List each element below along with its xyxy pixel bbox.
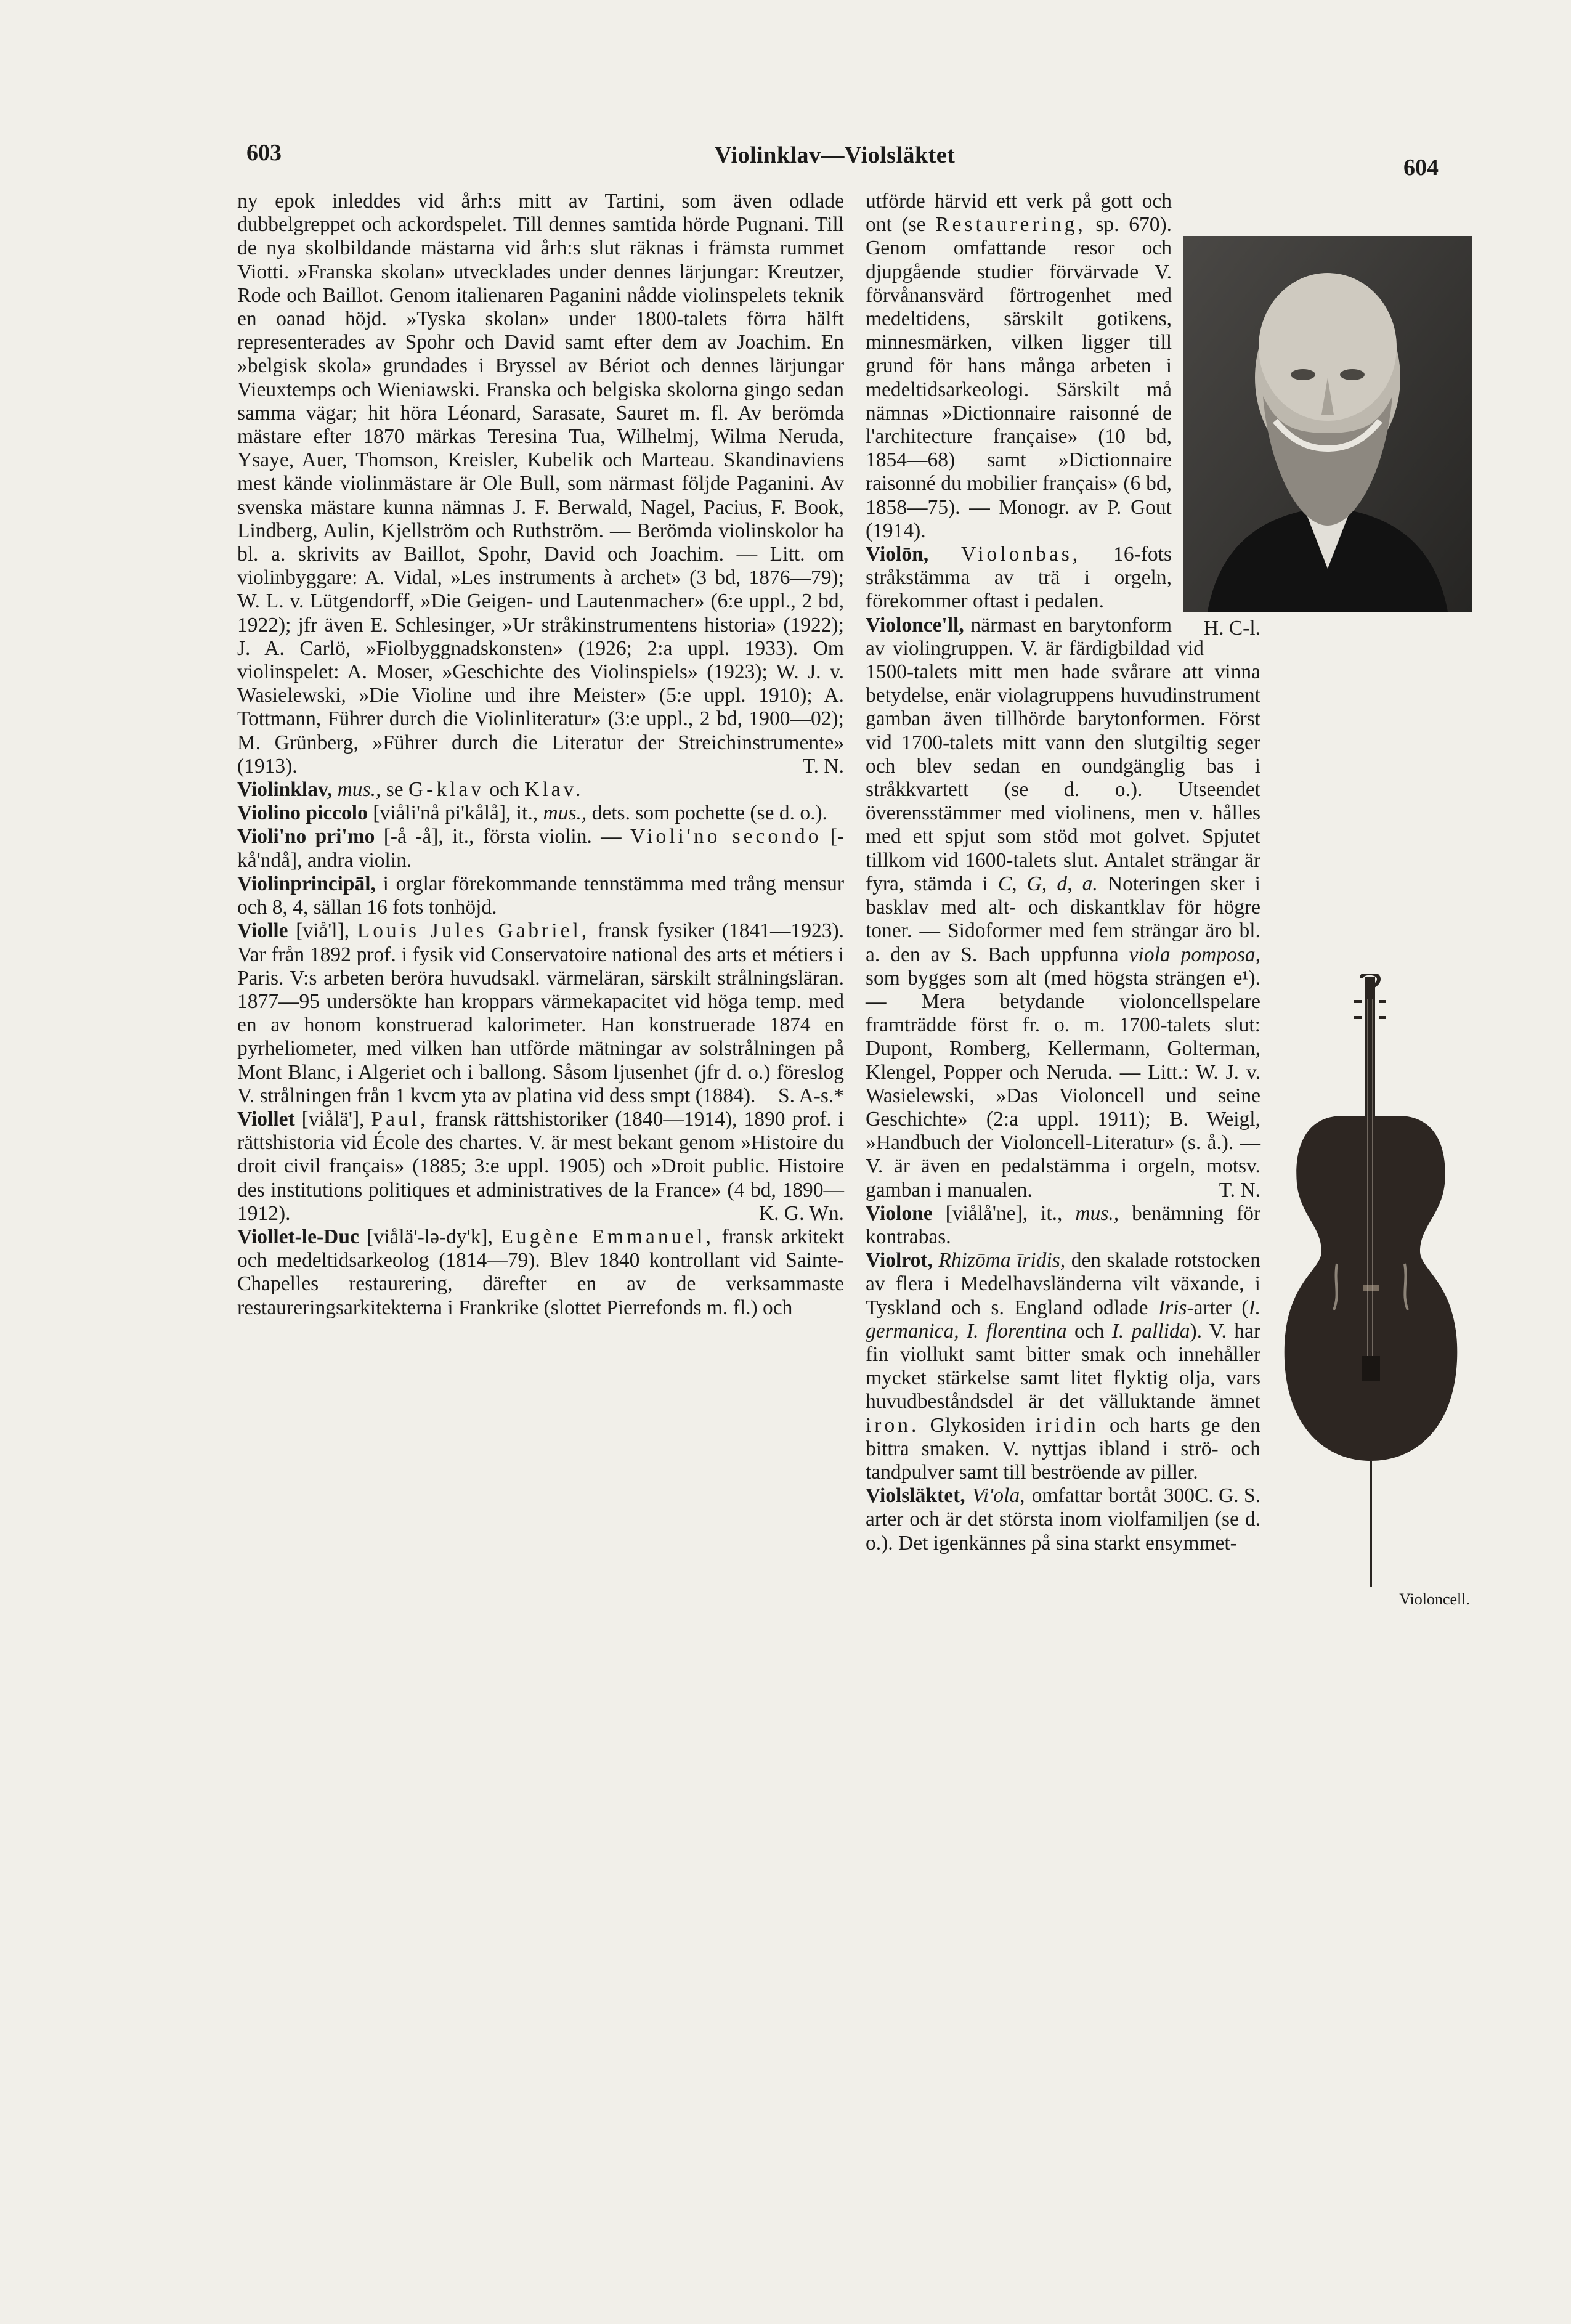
latin-name: Vi'ola, xyxy=(972,1484,1025,1508)
pronunciation: [viålå'ne], it., xyxy=(945,1201,1063,1225)
latin-name: Rhizōma īridis, xyxy=(938,1249,1066,1272)
headword: Violōn, xyxy=(866,543,929,566)
abbreviation: mus., xyxy=(337,778,381,802)
species-names: I. germanica, I. florentina xyxy=(866,1296,1261,1343)
entry-text: och harts ge den bittra smaken. V. nyttjas ibland i strö- och tandpulver samt till beströende av piller. xyxy=(866,1413,1260,1484)
entry-text: -arter ( xyxy=(1187,1296,1249,1319)
portrait-image xyxy=(1183,236,1472,612)
cello-image xyxy=(1269,974,1472,1590)
entry-violinprincipal xyxy=(237,872,844,919)
pronunciation: [viålä'], xyxy=(301,1107,365,1131)
entry-text: utförde härvid ett verk på gott och ont (se xyxy=(866,190,1172,237)
pronunciation: [viålä'-lə-dy'k], xyxy=(367,1225,493,1248)
signature: C. G. S. xyxy=(1194,1484,1260,1508)
cross-reference: G-klav xyxy=(408,778,485,802)
entry-text: omfattar bortåt 300 arter och är det största inom violfamiljen (se d. o.). Det igenkännes på sina starkt ensymmet- xyxy=(866,1484,1260,1554)
portrait-photo xyxy=(1183,236,1472,612)
entry-text: sp. 670). Genom omfattande resor och djupgående studier förvärvade V. förvånansvärd förtrogenhet med medeltidens, särskilt gotikens, minnesmärken, vilken ligger till grund för hans många arbeten i medeltidsarkeologi. Särskilt må nämnas »Dictionnaire raisonné de l'architecture française» (10 bd, 1854—68) samt »Dictionnaire raisonné du mobilier français» (6 bd, 1858—75). — Monogr. av P. Gout (1914). xyxy=(866,213,1172,542)
entry-text: i orglar förekommande tennstämma med trång mensur och 8, 4, sällan 16 fots tonhöjd. xyxy=(237,872,844,919)
violin-history-paragraph xyxy=(237,190,844,778)
headword: Violinprincipāl, xyxy=(237,872,376,895)
person-name: Louis Jules Gabriel, xyxy=(357,919,590,943)
abbreviation: mus., xyxy=(1075,1201,1119,1225)
entry-text: som bygges som alt (med högsta strängen e¹). — Mera betydande violoncellspelare framträdde först fr. o. m. 1700-talets slut: Dupont, Romberg, Kellermann, Golterman, Klengel, Popper och Neruda. — Litt.: W. J. v. Wasielewski, »Das Violoncell und seine Geschichte» (2:a uppl. 1911); B. Weigl, »Handbuch der Violoncell-Literatur» (s. å.). — V. är även en pedalstämma i orgeln, motsv. gamban i manualen. xyxy=(866,966,1260,1201)
pronunciation: [viåli'nå pi'kålå], it., xyxy=(373,802,538,825)
instrument-name: viola pomposa, xyxy=(1129,943,1261,966)
entry-viollet xyxy=(237,1108,844,1225)
headword: Violsläktet, xyxy=(866,1484,965,1508)
entry-text: dets. som pochette (se d. o.). xyxy=(591,802,827,825)
spaced-term: iridin xyxy=(1036,1413,1099,1437)
page-number-left: 603 xyxy=(246,140,282,166)
headword: Violrot, xyxy=(866,1249,933,1272)
note-names: C, G, d, a. xyxy=(997,872,1098,895)
page-number-right: 604 xyxy=(1403,155,1439,181)
entry-text: och xyxy=(489,778,519,802)
cross-reference: Restaurering, xyxy=(935,213,1086,237)
entry-text: 16-fots stråkstämma av trä i orgeln, förekommer oftast i pedalen. xyxy=(866,543,1172,613)
paragraph-text: ny epok inleddes vid årh:s mitt av Tartini, som även odlade dubbelgreppet och ackordspelet. Till dennes samtida hörde Pugnani. Till de nya skolbildande mästarna vid årh:s slut räknas i främsta rummet Viotti. »Franska skolan» utvecklades under dennes lärjungar: Kreutzer, Rode och Baillot. Genom italienaren Paganini nådde violinspelets teknik en oanad höjd. »Tyska skolan» under 1800-talets förra hälft representerades av Spohr och David samt efter dem av Joachim. En »belgisk skola» grundades i Bryssel av Bériot och dennes lärjungar Vieuxtemps och Wieniawski. Franska och belgiska skolorna gingo sedan samma vägar; hit höra Léonard, Sarasate, Sauret m. fl. Av berömda mästare efter 1870 märkas Teresina Tua, Wilhelmj, Wilma Neruda, Ysaye, Auer, Thomson, Kreisler, Kubelik och Marteau. Skandinaviens mest kände violinmästare är Ole Bull, som närmast följde Paganini. Av svenska mästare kunna nämnas J. F. Berwald, Nagel, Pacius, F. Book, Lindberg, Aulin, Kjellström och Ruthström. — Berömda violinskolor ha bl. a. skrivits av Baillot, Spohr, David och Joachim. — Litt. om violinbyggare: A. Vidal, »Les instruments à archet» (3 bd, 1876—79); W. L. v. Lütgendorff, »Die Geigen- und Lautenmacher» (6:e uppl., 2 bd, 1922); jfr även E. Schlesinger, »Ur stråkinstrumentens historia» (1922); J. A. Carlö, »Fiolbyggnadskonsten» (1926; 2:a uppl. 1933). Om violinspelet: A. Moser, »Geschichte des Violinspiels» (1923); W. J. v. Wasielewski, »Die Violine und ihre Meister» (5:e uppl. 1910); A. Tottmann, Führer durch die Violinliteratur» (3:e uppl., 2 bd, 1900—02); M. Grünberg, »Führer durch die Literatur der Streichinstrumente» (1913). xyxy=(237,190,844,778)
signature: S. A-s.* xyxy=(777,1084,844,1107)
entry-text: se xyxy=(386,778,404,802)
headword: Violi'no pri'mo xyxy=(237,825,375,848)
entry-text: den skalade rotstocken av flera i Medelhavsländerna vilt växande, i Tyskland och s. England odlade xyxy=(866,1249,1261,1319)
headword: Viollet xyxy=(237,1107,295,1131)
cello-caption: Violoncell. xyxy=(1399,1590,1470,1608)
headword: Violonce'll, xyxy=(866,613,964,636)
signature: H. C-l. xyxy=(1203,617,1260,640)
entry-violinklav xyxy=(237,778,844,802)
headword: Violone xyxy=(866,1201,933,1225)
spaced-term: Violonbas, xyxy=(961,543,1081,566)
entry-viollet-le-duc xyxy=(237,1225,844,1320)
entry-text: [-å -å], it., första violin. — xyxy=(383,825,622,848)
species-name: I. pallida xyxy=(1111,1319,1190,1343)
entry-text: benämning för kontrabas. xyxy=(866,1201,1261,1248)
spaced-term: Violi'no secondo xyxy=(630,825,822,848)
signature: T. N. xyxy=(1219,1178,1260,1201)
left-column xyxy=(237,190,844,1320)
right-column xyxy=(866,190,1472,1612)
signature: T. N. xyxy=(802,754,844,778)
entry-text: och xyxy=(1074,1319,1105,1343)
entry-text: Noteringen sker i basklav med alt- och diskantklav för högre toner. — Sidoformer med fem strängar äro bl. a. den av S. Bach uppfunna xyxy=(866,872,1260,966)
genus-name: Iris xyxy=(1158,1296,1187,1319)
entry-text: fransk fysiker (1841—1923). Var från 1892 prof. i fysik vid Conservatoire national des arts et métiers i Paris. V:s arbeten beröra huvudsakl. värmeläran, särskilt strålningsläran. 1877—95 undersökte han kroppars värmekapacitet vid höga temp. med en av honom konstruerad kalorimeter. Han konstruerade 1874 en pyrheliometer, med vilken han utförde mätningar av solstrålningen på Mont Blanc, i Algeriet och i ballong. Såsom ljusenhet (jfr d. o.) föreslog V. strålningen från 1 kvcm yta av platina vid dess smpt (1884). xyxy=(237,919,844,1107)
abbreviation: mus., xyxy=(543,802,587,825)
headword: Violle xyxy=(237,919,288,943)
person-name: Paul, xyxy=(371,1107,429,1131)
entry-violino-piccolo xyxy=(237,802,844,825)
headword: Violinklav, xyxy=(237,778,333,802)
spaced-term: iron. xyxy=(866,1413,920,1437)
cello-figure xyxy=(1269,974,1472,1609)
signature: K. G. Wn. xyxy=(758,1201,844,1225)
entry-text: Glykosiden xyxy=(930,1413,1025,1437)
running-title: Violinklav—Violsläktet xyxy=(715,142,956,168)
entry-text: [-kå'ndå], andra violin. xyxy=(237,825,845,872)
entry-text: närmast en barytonform av violingruppen. V. är färdigbildad vid 1500-talets mitt men hade svårare att vinna betydelse, enär violagruppens huvudinstrument gamban även tillhörde barytonformen. Först vid 1700-talets mitt vann den slutgiltig seger och blev sedan en oundgänglig bas i stråkkvartett (se d. o.). Utseendet överensstämmer med violinens, men v. hålles med ett spjut som stöd mot golvet. Spjutet tillkom vid 1600-talets slut. Antalet strängar är fyra, stämda i xyxy=(866,613,1260,895)
headword: Violino piccolo xyxy=(237,802,368,825)
pronunciation: [viå'l], xyxy=(296,919,350,943)
entry-violle xyxy=(237,919,844,1108)
entry-text: fransk arkitekt och medeltidsarkeolog (1814—79). Blev 1840 kontrollant vid Sainte-Chapelles restaurering, därefter en av de verksammaste restaureringsarkitekterna i Frankrike (slottet Pierrefonds m. fl.) och xyxy=(237,1225,844,1319)
headword: Viollet-le-Duc xyxy=(237,1225,359,1248)
person-name: Eugène Emmanuel, xyxy=(500,1225,714,1248)
entry-violino-primo xyxy=(237,825,844,872)
entry-text: ). V. har fin viollukt samt bitter smak och innehåller mycket stärkelse samt litet flyktig olja, vars huvudbeståndsdel är det välluktande ämnet xyxy=(866,1319,1261,1413)
cross-reference: Klav. xyxy=(524,778,584,802)
entry-text: fransk rättshistoriker (1840—1914), 1890 prof. i rättshistoria vid École des chartes. V. är mest bekant genom »Histoire du droit civil français» (1885; 3:e uppl. 1905) och »Droit public. Histoire des institutions politiques et administratives de la France» (4 bd, 1890—1912). xyxy=(237,1107,845,1225)
